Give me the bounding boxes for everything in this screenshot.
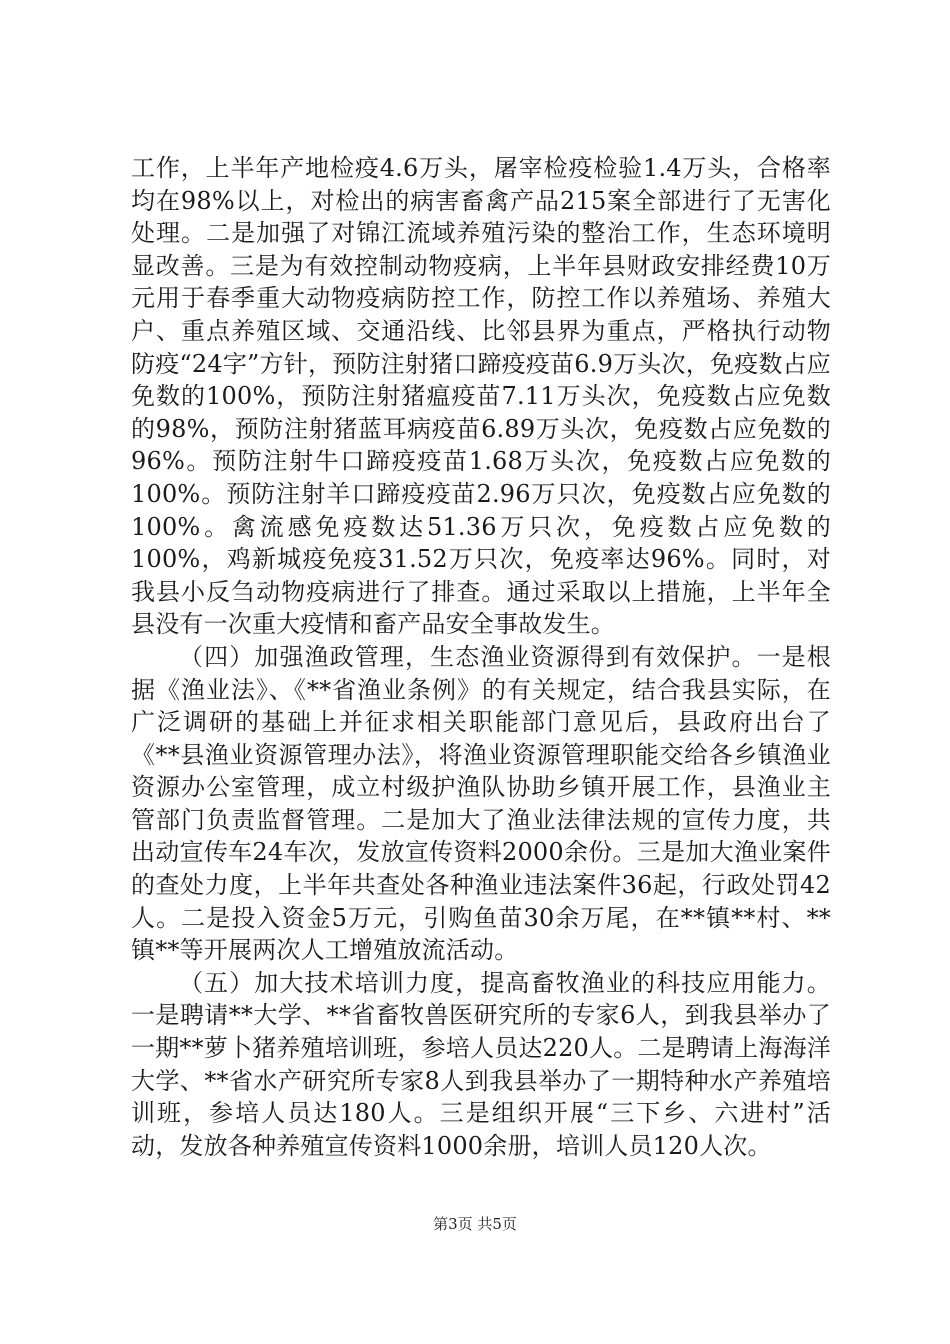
document-body	[131, 152, 831, 1162]
paragraph-section-4: （四）加强渔政管理，生态渔业资源得到有效保护。一是根据《渔业法》、《**省渔业条例》的有关规定，结合我县实际，在广泛调研的基础上并征求相关职能部门意见后，县政府出台了《**县渔业资源管理办法》，将渔业资源管理职能交给各乡镇渔业资源办公室管理，成立村级护渔队协助乡镇开展工作，县渔业主管部门负责监督管理。二是加大了渔业法律法规的宣传力度，共出动宣传车24车次，发放宣传资料2000余份。三是加大渔业案件的查处力度，上半年共查处各种渔业违法案件36起，行政处罚42人。二是投入资金5万元，引购鱼苗30余万尾，在**镇**村、**镇**等开展两次人工增殖放流活动。	[131, 642, 831, 965]
paragraph-continuation: 工作，上半年产地检疫4.6万头，屠宰检疫检验1.4万头，合格率均在98%以上，对检出的病害畜禽产品215案全部进行了无害化处理。二是加强了对锦江流域养殖污染的整治工作，生态环境明显改善。三是为有效控制动物疫病，上半年县财政安排经费10万元用于春季重大动物疫病防控工作，防控工作以养殖场、养殖大户、重点养殖区域、交通沿线、比邻县界为重点，严格执行动物防疫“24字”方针，预防注射猪口蹄疫疫苗6.9万头次，免疫数占应免数的100%，预防注射猪瘟疫苗7.11万头次，免疫数占应免数的98%，预防注射猪蓝耳病疫苗6.89万头次，免疫数占应免数的96%。预防注射牛口蹄疫疫苗1.68万头次，免疫数占应免数的100%。预防注射羊口蹄疫疫苗2.96万只次，免疫数占应免数的100%。禽流感免疫数达51.36万只次，免疫数占应免数的100%，鸡新城疫免疫31.52万只次，免疫率达96%。同时，对我县小反刍动物疫病进行了排查。通过采取以上措施，上半年全县没有一次重大疫情和畜产品安全事故发生。	[131, 154, 831, 639]
page-footer: 第3页 共5页	[433, 1215, 517, 1233]
paragraph-section-5: （五）加大技术培训力度，提高畜牧渔业的科技应用能力。一是聘请**大学、**省畜牧兽医研究所的专家6人，到我县举办了一期**萝卜猪养殖培训班，参培人员达220人。二是聘请上海海洋大学、**省水产研究所专家8人到我县举办了一期特种水产养殖培训班，参培人员达180人。三是组织开展“三下乡、六进村”活动，发放各种养殖宣传资料1000余册，培训人员120人次。	[131, 968, 832, 1160]
